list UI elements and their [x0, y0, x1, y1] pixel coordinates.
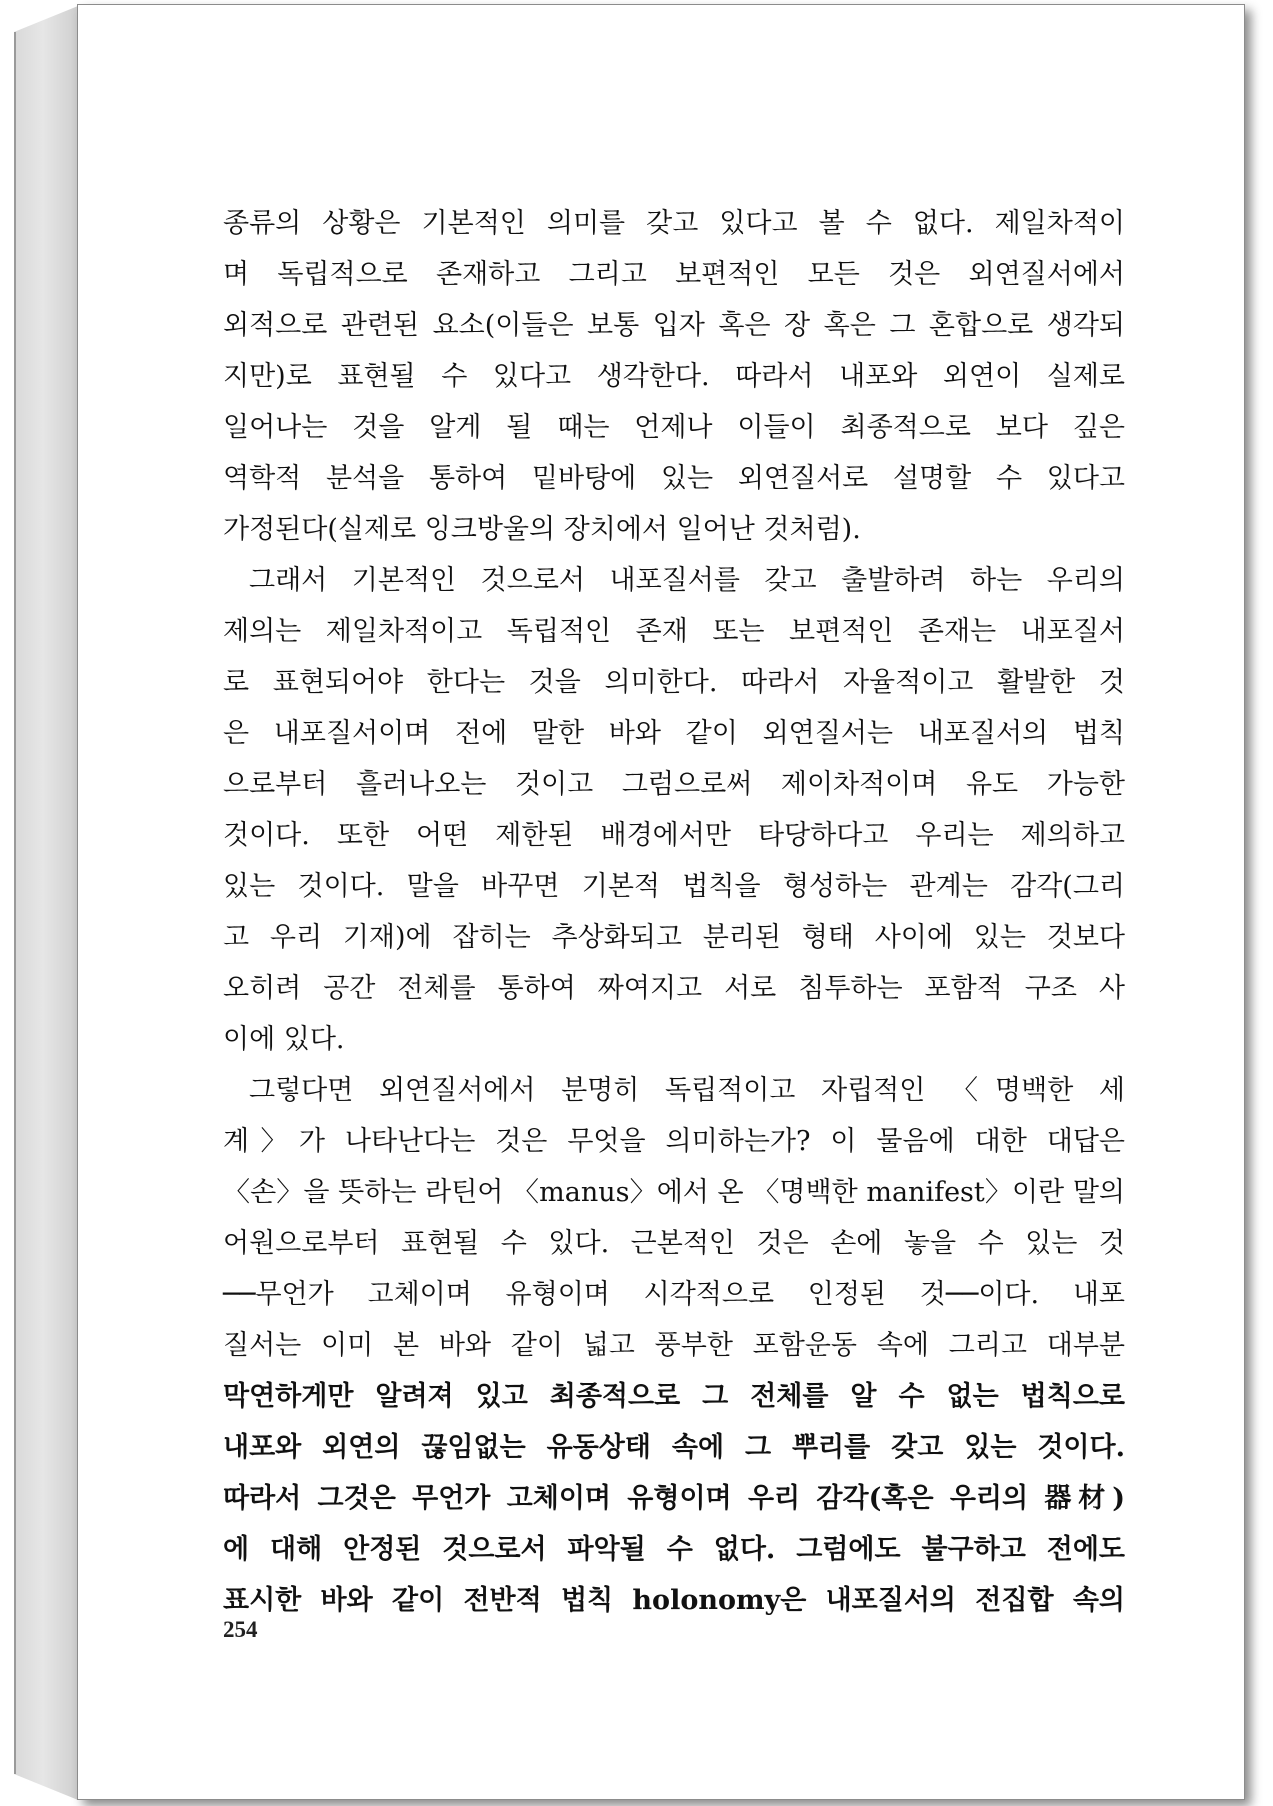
text-line: 고 우리 기재)에 잡히는 추상화되고 분리된 형태 사이에 있는 것보다 [223, 922, 1125, 953]
text-line: 이에 있다. [223, 1024, 345, 1055]
text-line: 종류의 상황은 기본적인 의미를 갖고 있다고 볼 수 없다. 제일차적이 [223, 208, 1125, 239]
text-line: 역학적 분석을 통하여 밑바탕에 있는 외연질서로 설명할 수 있다고 [223, 463, 1125, 494]
text-line: 질서는 이미 본 바와 같이 넓고 풍부한 포함운동 속에 그리고 대부분 [223, 1330, 1125, 1361]
text-line: 으로부터 흘러나오는 것이고 그럼으로써 제이차적이며 유도 가능한 [223, 769, 1125, 800]
text-line: 막연하게만 알려져 있고 최종적으로 그 전체를 알 수 없는 법칙으로 [223, 1381, 1125, 1412]
text-line: 계〉가 나타난다는 것은 무엇을 의미하는가? 이 물음에 대한 대답은 [223, 1126, 1125, 1157]
text-line: 내포와 외연의 끊임없는 유동상태 속에 그 뿌리를 갖고 있는 것이다. [223, 1432, 1125, 1463]
text-line: 어원으로부터 표현될 수 있다. 근본적인 것은 손에 놓을 수 있는 것 [223, 1228, 1125, 1259]
text-line: 며 독립적으로 존재하고 그리고 보편적인 모든 것은 외연질서에서 [223, 259, 1125, 290]
text-line: 제의는 제일차적이고 독립적인 존재 또는 보편적인 존재는 내포질서 [223, 616, 1125, 647]
text-line: 외적으로 관련된 요소(이들은 보통 입자 혹은 장 혹은 그 혼합으로 생각되 [223, 310, 1125, 341]
body-text [223, 198, 1125, 1626]
text-line: 그렇다면 외연질서에서 분명히 독립적이고 자립적인 〈명백한 세 [249, 1075, 1125, 1106]
book-spine [14, 6, 78, 1800]
text-line: ──무언가 고체이며 유형이며 시각적으로 인정된 것──이다. 내포 [223, 1279, 1125, 1310]
text-line: 가정된다(실제로 잉크방울의 장치에서 일어난 것처럼). [223, 514, 861, 545]
text-line: 오히려 공간 전체를 통하여 짜여지고 서로 침투하는 포함적 구조 사 [223, 973, 1125, 1004]
text-line: 에 대해 안정된 것으로서 파악될 수 없다. 그럼에도 불구하고 전에도 [223, 1534, 1125, 1565]
text-line: 것이다. 또한 어떤 제한된 배경에서만 타당하다고 우리는 제의하고 [223, 820, 1125, 851]
text-line: 있는 것이다. 말을 바꾸면 기본적 법칙을 형성하는 관계는 감각(그리 [223, 871, 1125, 902]
text-line: 그래서 기본적인 것으로서 내포질서를 갖고 출발하려 하는 우리의 [249, 565, 1125, 596]
text-line: 일어나는 것을 알게 될 때는 언제나 이들이 최종적으로 보다 깊은 [223, 412, 1125, 443]
page-number: 254 [223, 1617, 258, 1642]
text-line: 로 표현되어야 한다는 것을 의미한다. 따라서 자율적이고 활발한 것 [223, 667, 1125, 698]
text-line: 따라서 그것은 무언가 고체이며 유형이며 우리 감각(혹은 우리의 器材) [223, 1483, 1125, 1514]
text-line: 표시한 바와 같이 전반적 법칙 holonomy은 내포질서의 전집합 속의 [223, 1585, 1125, 1616]
text-line: 〈손〉을 뜻하는 라틴어 〈manus〉에서 온 〈명백한 manifest〉이란 말의 [223, 1177, 1125, 1208]
book-spine-edge [14, 32, 16, 1774]
text-line: 지만)로 표현될 수 있다고 생각한다. 따라서 내포와 외연이 실제로 [223, 361, 1125, 392]
book-page [77, 4, 1245, 1800]
text-line: 은 내포질서이며 전에 말한 바와 같이 외연질서는 내포질서의 법칙 [223, 718, 1125, 749]
